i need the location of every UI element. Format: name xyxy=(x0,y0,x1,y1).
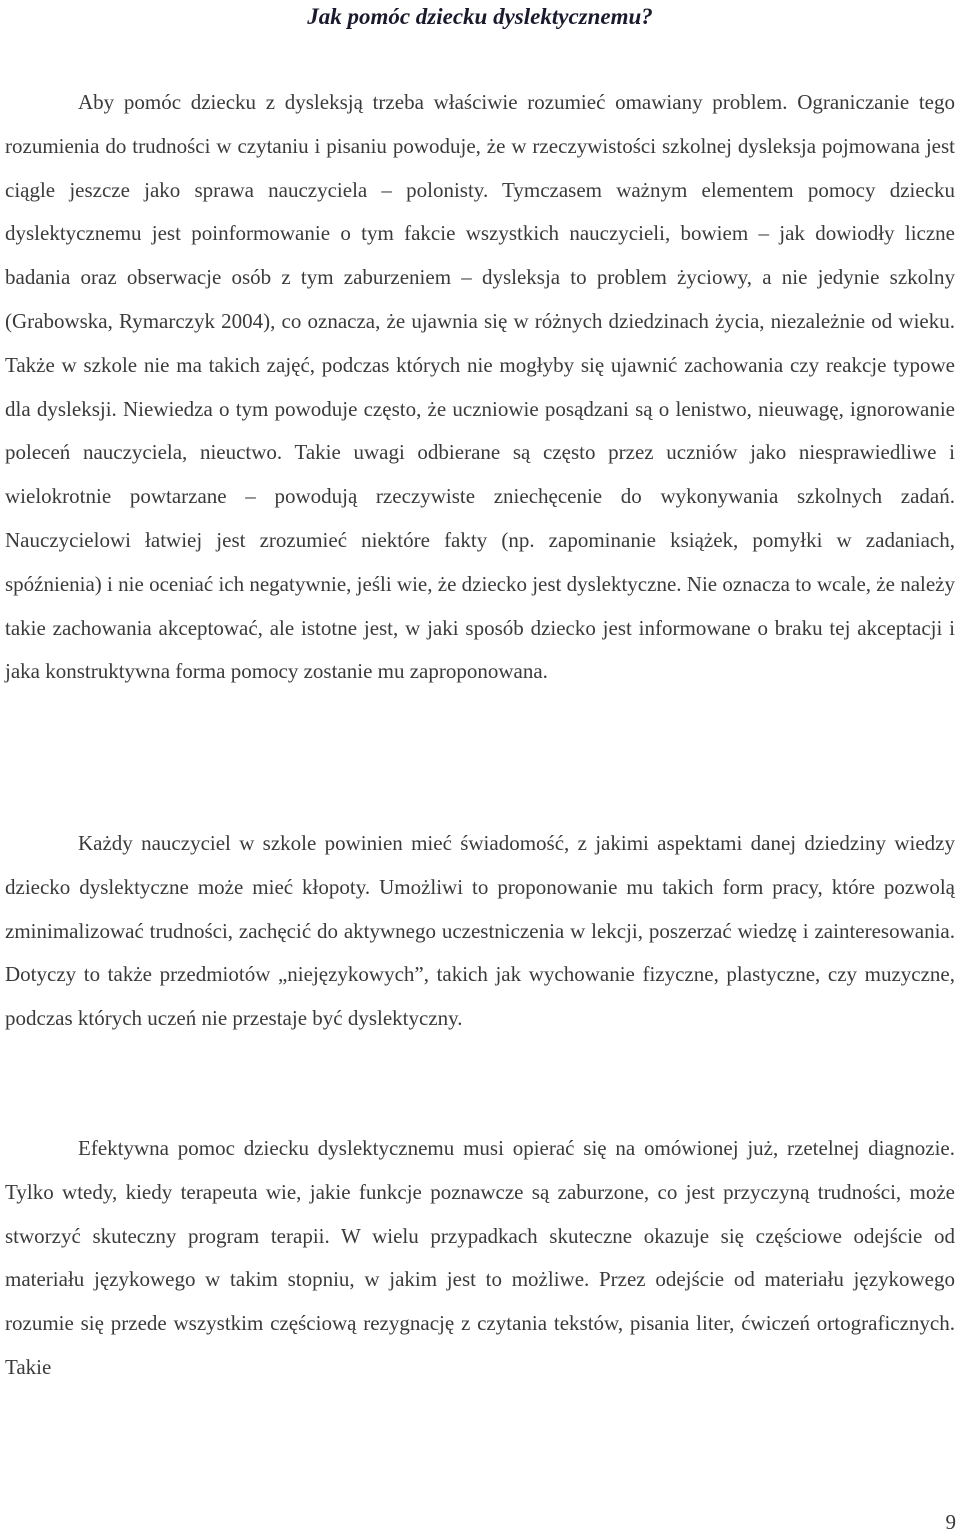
page-title: Jak pomóc dziecku dyslektycznemu? xyxy=(307,4,653,29)
page-number: 9 xyxy=(945,1510,956,1534)
paragraph-2: Każdy nauczyciel w szkole powinien mieć świadomość, z jakimi aspektami danej dziedziny wiedzy dziecko dyslektyczne może mieć kłopoty. Umożliwi to proponowanie mu takich form pracy, które pozwolą zminimalizować trudności, zachęcić do aktywnego uczestniczenia w lekcji, poszerzać wiedzę i zainteresowania. Dotyczy to także przedmiotów „niejęzykowych”, takich jak wychowanie fizyczne, plastyczne, czy muzyczne, podczas których uczeń nie przestaje być dyslektyczny. xyxy=(5,831,955,1031)
paragraph-3: Efektywna pomoc dziecku dyslektycznemu musi opierać się na omówionej już, rzetelnej diagnozie. Tylko wtedy, kiedy terapeuta wie, jakie funkcje poznawcze są zaburzone, co jest przyczyną trudności, może stworzyć skuteczny program terapii. W wielu przypadkach skuteczne okazuje się częściowe odejście od materiału językowego w takim stopniu, w jakim jest to możliwe. Przez odejście od materiału językowego rozumie się przede wszystkim częściową rezygnację z czytania tekstów, pisania liter, ćwiczeń ortograficznych. Takie xyxy=(5,1136,955,1379)
paragraph-1: Aby pomóc dziecku z dysleksją trzeba właściwie rozumieć omawiany problem. Ograniczanie tego rozumienia do trudności w czytaniu i pisaniu powoduje, że w rzeczywistości szkolnej dysleksja pojmowana jest ciągle jeszcze jako sprawa nauczyciela – polonisty. Tymczasem ważnym elementem pomocy dziecku dyslektycznemu jest poinformowanie o tym fakcie wszystkich nauczycieli, bowiem – jak dowiodły liczne badania oraz obserwacje osób z tym zaburzeniem – dysleksja to problem życiowy, a nie jedynie szkolny (Grabowska, Rymarczyk 2004), co oznacza, że ujawnia się w różnych dziedzinach życia, niezależnie od wieku. Także w szkole nie ma takich zajęć, podczas których nie mogłyby się ujawnić zachowania czy reakcje typowe dla dysleksji. Niewiedza o tym powoduje często, że uczniowie posądzani są o lenistwo, nieuwagę, ignorowanie poleceń nauczyciela, nieuctwo. Takie uwagi odbierane są często przez uczniów jako niesprawiedliwe i wielokrotnie powtarzane – powodują rzeczywiste zniechęcenie do wykonywania szkolnych zadań. Nauczycielowi łatwiej jest zrozumieć niektóre fakty (np. zapominanie książek, pomyłki w zadaniach, spóźnienia) i nie oceniać ich negatywnie, jeśli wie, że dziecko jest dyslektyczne. Nie oznacza to wcale, że należy takie zachowania akceptować, ale istotne jest, w jaki sposób dziecko jest informowane o braku tej akceptacji i jaka konstruktywna forma pomocy zostanie mu zaproponowana. xyxy=(5,90,955,684)
